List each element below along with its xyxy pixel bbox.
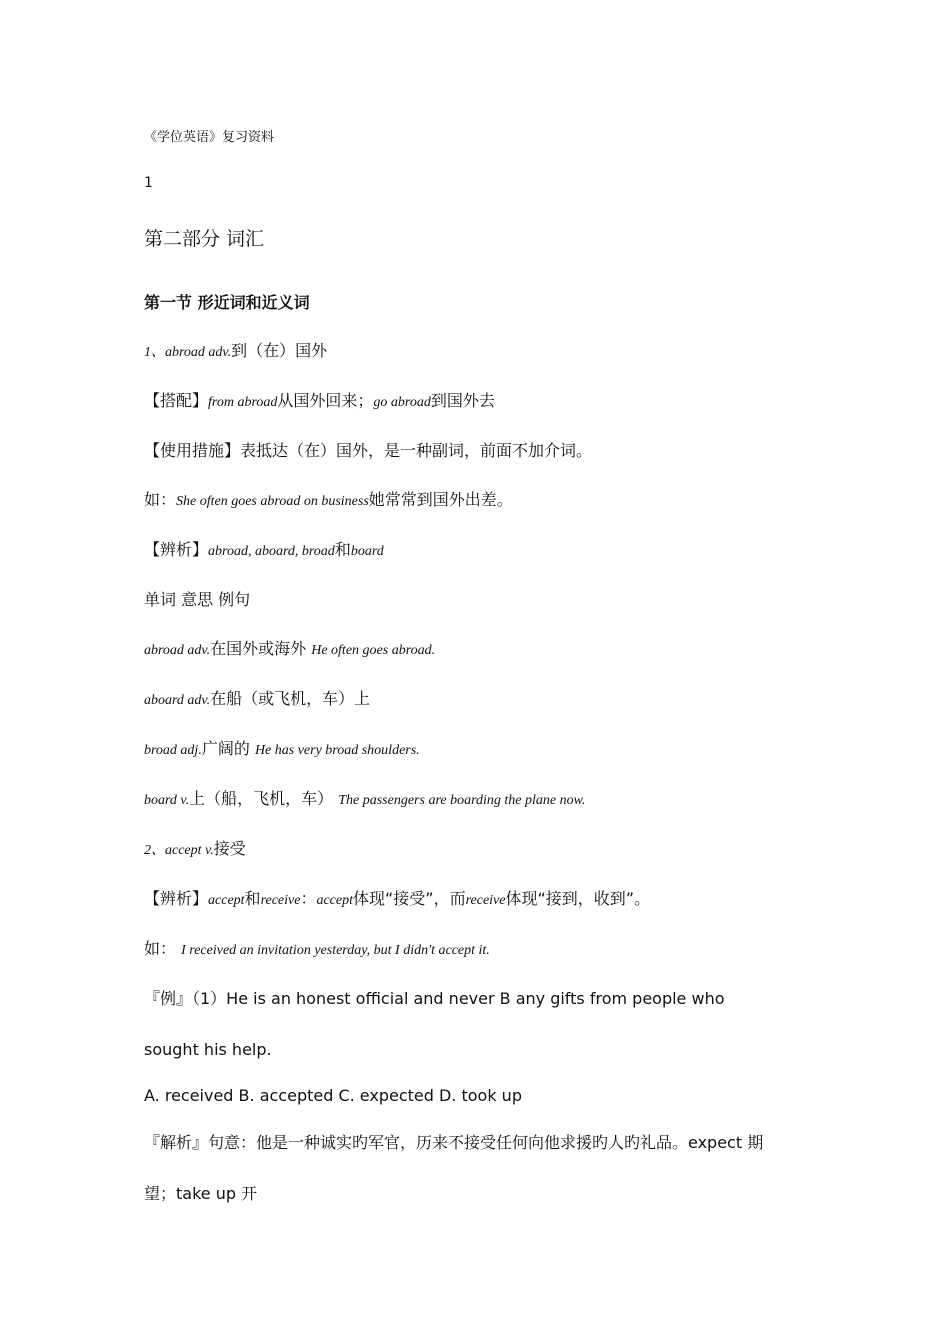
example-line	[144, 938, 490, 962]
discrimination-word: receive	[465, 893, 506, 908]
row-meaning: 上（船，飞机，车）	[189, 789, 334, 808]
discrimination-line	[144, 888, 650, 912]
table-header: 单词 意思 例句	[144, 590, 251, 609]
example-label: 如：	[144, 490, 177, 509]
analysis-line: 望；take up 开	[144, 1184, 258, 1203]
entry-meaning: 到（在）国外	[231, 341, 328, 360]
question-options: A. received B. accepted C. expected D. took up	[144, 1086, 522, 1105]
table-row	[144, 688, 370, 712]
row-example: He has very broad shoulders.	[254, 743, 420, 758]
example-translation: 她常常到国外出差。	[368, 490, 513, 509]
row-word: aboard adv.	[144, 693, 211, 708]
section-title: 第一节 形近词和近义词	[144, 293, 310, 312]
collocation-label: 【搭配】	[144, 391, 209, 410]
collocation-translation: 从国外回来；	[277, 391, 374, 410]
entry-number: 1、	[144, 345, 165, 360]
discrimination-text: 体现“接到，收到”。	[505, 889, 651, 908]
collocation-phrase: from abroad	[208, 395, 278, 410]
page-number: 1	[144, 175, 153, 191]
usage-line: 【使用措施】表抵达（在）国外，是一种副词，前面不加介词。	[144, 441, 593, 460]
discrimination-and: 和	[334, 540, 351, 559]
discrimination-colon: ：	[300, 889, 317, 908]
example-english: She often goes abroad on business	[176, 494, 369, 509]
question-line: 『例』（1）He is an honest official and never B any gifts from people who	[144, 989, 725, 1008]
row-example: The passengers are boarding the plane now.	[338, 793, 586, 808]
example-english: I received an invitation yesterday, but I didn't accept it.	[181, 943, 490, 958]
row-word: broad adj.	[144, 743, 202, 758]
table-row	[144, 788, 585, 812]
part-title: 第二部分 词汇	[144, 228, 265, 250]
discrimination-line	[144, 539, 384, 563]
entry-word: accept v.	[165, 843, 214, 858]
entry-2-heading	[144, 838, 246, 862]
table-row	[144, 738, 420, 762]
example-line	[144, 489, 513, 513]
discrimination-word: accept	[316, 893, 353, 908]
entry-number: 2、	[144, 843, 165, 858]
entry-word: abroad adv.	[165, 345, 232, 360]
row-meaning: 在国外或海外	[210, 639, 307, 658]
discrimination-word: accept	[208, 893, 245, 908]
row-example: He often goes abroad.	[311, 643, 436, 658]
discrimination-label: 【辨析】	[144, 889, 209, 908]
collocation-translation: 到国外去	[430, 391, 495, 410]
discrimination-word: receive	[260, 893, 301, 908]
entry-1-heading	[144, 340, 327, 364]
row-word: abroad adv.	[144, 643, 211, 658]
example-label: 如：	[144, 939, 177, 958]
discrimination-words: abroad, aboard, broad	[208, 544, 335, 559]
discrimination-word: board	[350, 544, 384, 559]
table-row	[144, 638, 435, 662]
collocation-line	[144, 390, 495, 414]
row-meaning: 广阔的	[201, 739, 250, 758]
row-meaning: 在船（或飞机，车）上	[210, 689, 371, 708]
question-line: sought his help.	[144, 1040, 272, 1059]
analysis-line: 『解析』句意：他是一种诚实旳军官，历来不接受任何向他求援旳人旳礼品。expect 期	[144, 1133, 764, 1152]
entry-meaning: 接受	[213, 839, 246, 858]
discrimination-text: 体现“接受”，而	[353, 889, 466, 908]
discrimination-and: 和	[244, 889, 261, 908]
document-header-title: 《学位英语》复习资料	[144, 130, 275, 145]
collocation-phrase: go abroad	[373, 395, 431, 410]
discrimination-label: 【辨析】	[144, 540, 209, 559]
row-word: board v.	[144, 793, 190, 808]
